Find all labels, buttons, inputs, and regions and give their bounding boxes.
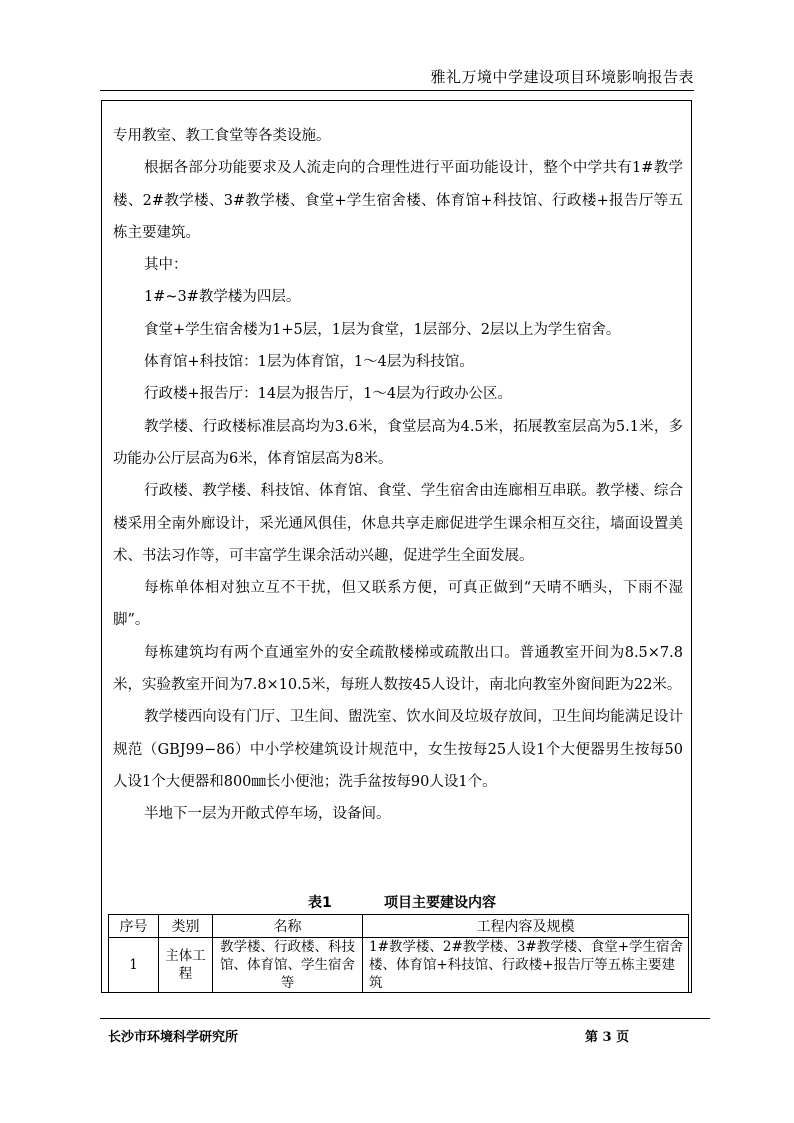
header-divider	[100, 90, 694, 91]
body-paragraph: 行政楼+报告厅：14层为报告厅，1～4层为行政办公区。	[144, 386, 513, 403]
body-paragraph: 食堂+学生宿舍楼为1+5层，1层为食堂，1层部分、2层以上为学生宿舍。	[144, 321, 621, 338]
cell-category: 主体工程	[159, 938, 213, 993]
footer-institute: 长沙市环境科学研究所	[108, 1030, 239, 1045]
body-paragraph: 体育馆+科技馆：1层为体育馆，1～4层为科技馆。	[144, 354, 474, 371]
header-content: 工程内容及规模	[363, 915, 689, 938]
construction-content-table	[108, 914, 689, 993]
cell-no: 1	[109, 938, 159, 993]
body-paragraph: 半地下一层为开敞式停车场，设备间。	[144, 806, 391, 823]
table-row	[109, 938, 689, 993]
body-text	[113, 120, 683, 831]
header-category: 类别	[159, 915, 213, 938]
table-caption-number: 表1	[308, 895, 332, 911]
body-paragraph: 每栋单体相对独立互不干扰，但又联系方便，可真正做到“天晴不晒头，下雨不湿脚”。	[113, 580, 683, 629]
body-paragraph: 专用教室、教工食堂等各类设施。	[113, 128, 331, 144]
body-paragraph: 行政楼、教学楼、科技馆、体育馆、食堂、学生宿舍由连廊相互串联。教学楼、综合楼采用全南外廊设计，采光通风俱佳，休息共享走廊促进学生课余相互交往，墙面设置美术、书法习作等，可丰富学生课余活动兴趣，促进学生全面发展。	[113, 483, 683, 564]
body-paragraph: 教学楼、行政楼标准层高均为3.6米，食堂层高为4.5米，拓展教室层高为5.1米，多功能办公厅层高为6米，体育馆层高为8米。	[113, 418, 683, 467]
table-caption-title: 项目主要建设内容	[384, 895, 496, 911]
header-name: 名称	[213, 915, 363, 938]
header-no: 序号	[109, 915, 159, 938]
body-paragraph: 教学楼西向设有门厅、卫生间、盥洗室、饮水间及垃圾存放间，卫生间均能满足设计规范（GBJ99−86）中小学校建筑设计规范中，女生按每25人设1个大便器男生按每50人设1个大便器和800㎜长小便池；洗手盆按每90人设1个。	[113, 709, 683, 790]
body-paragraph: 1#~3#教学楼为四层。	[144, 289, 301, 306]
footer-divider	[100, 1018, 710, 1019]
cell-name: 教学楼、行政楼、科技馆、体育馆、学生宿舍等	[213, 938, 363, 993]
cell-content: 1#教学楼、2#教学楼、3#教学楼、食堂+学生宿舍楼、体育馆+科技馆、行政楼+报告厅等五栋主要建筑	[363, 938, 689, 993]
body-paragraph: 每栋建筑均有两个直通室外的安全疏散楼梯或疏散出口。普通教室开间为8.5×7.8米，实验教室开间为7.8×10.5米，每班人数按45人设计，南北向教室外窗间距为22米。	[113, 644, 683, 694]
table-header-row	[109, 915, 689, 938]
body-paragraph: 其中：	[144, 257, 188, 274]
footer-page-number: 第 3 页	[585, 1030, 630, 1045]
body-paragraph: 根据各部分功能要求及人流走向的合理性进行平面功能设计，整个中学共有1#教学楼、2#教学楼、3#教学楼、食堂+学生宿舍楼、体育馆+科技馆、行政楼+报告厅等五栋主要建筑。	[113, 160, 683, 241]
document-header-title: 雅礼万境中学建设项目环境影响报告表	[430, 68, 694, 86]
